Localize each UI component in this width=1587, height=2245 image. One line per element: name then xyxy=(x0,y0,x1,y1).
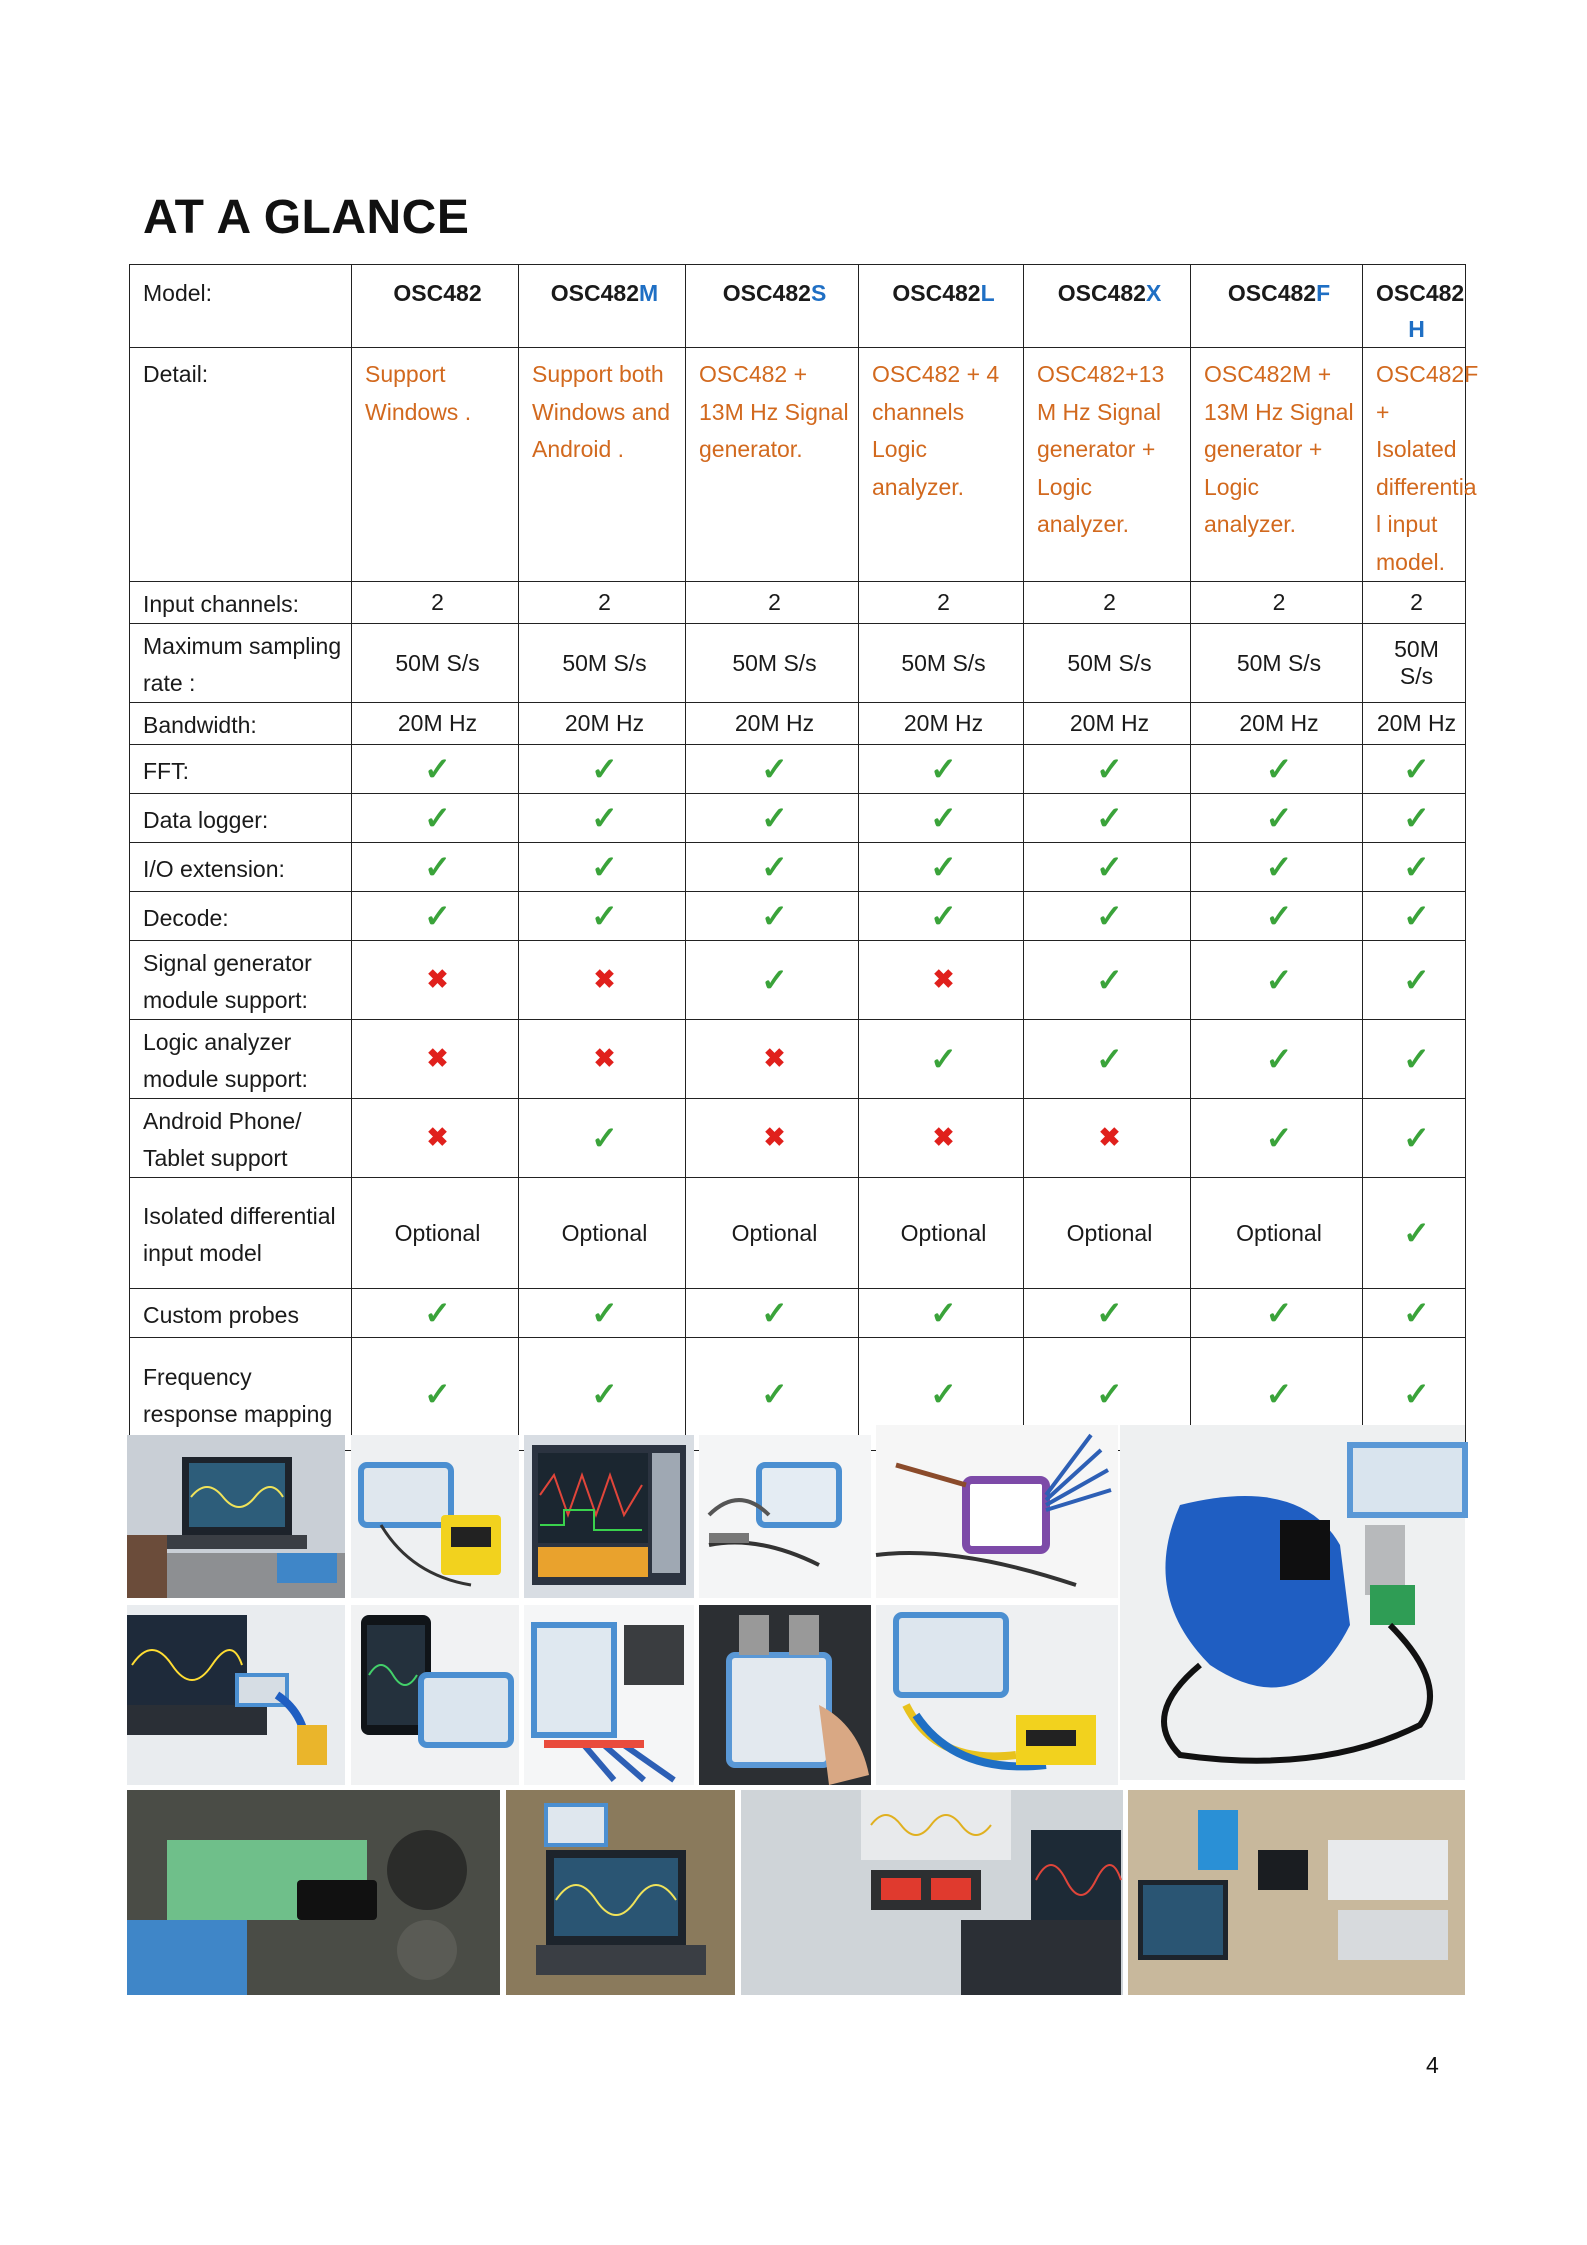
feature-value: 50M S/s xyxy=(1394,636,1439,689)
feature-cell xyxy=(1191,892,1363,941)
feature-cell xyxy=(519,1338,686,1451)
check-icon: ✓ xyxy=(761,848,788,885)
feature-cell xyxy=(1363,941,1466,1020)
feature-cell xyxy=(686,703,859,745)
detail-cell: OSC482M + 13M Hz Signal generator + Logic analyzer. xyxy=(1191,348,1363,582)
feature-value: Optional xyxy=(731,1219,818,1246)
feature-cell xyxy=(1191,843,1363,892)
feature-value: 50M S/s xyxy=(732,649,817,676)
check-icon: ✓ xyxy=(930,750,957,787)
check-icon: ✓ xyxy=(930,1040,957,1077)
feature-cell xyxy=(1191,1289,1363,1338)
feature-value: 2 xyxy=(1410,589,1423,615)
hand-holding-device-photo xyxy=(699,1605,871,1785)
feature-cell xyxy=(352,1099,519,1178)
feature-cell xyxy=(859,1020,1024,1099)
feature-cell xyxy=(1024,1289,1191,1338)
check-icon: ✓ xyxy=(761,1375,788,1412)
feature-cell xyxy=(519,843,686,892)
check-icon: ✓ xyxy=(1096,1375,1123,1412)
feature-cell xyxy=(1363,892,1466,941)
check-icon: ✓ xyxy=(761,961,788,998)
detail-cell: Support Windows . xyxy=(352,348,519,582)
feature-cell xyxy=(859,703,1024,745)
feature-cell xyxy=(686,1178,859,1289)
feature-cell xyxy=(686,624,859,703)
check-icon: ✓ xyxy=(424,799,451,836)
feature-cell xyxy=(352,794,519,843)
feature-cell xyxy=(1024,1099,1191,1178)
feature-cell xyxy=(1363,843,1466,892)
check-icon: ✓ xyxy=(424,1375,451,1412)
check-icon: ✓ xyxy=(591,897,618,934)
feature-cell xyxy=(1024,843,1191,892)
feature-value: 50M S/s xyxy=(395,649,480,676)
feature-cell xyxy=(686,1289,859,1338)
check-icon: ✓ xyxy=(1403,750,1430,787)
feature-cell xyxy=(1024,703,1191,745)
cross-icon: ✖ xyxy=(426,1043,449,1073)
feature-cell xyxy=(352,703,519,745)
check-icon: ✓ xyxy=(591,1294,618,1331)
feature-cell xyxy=(686,941,859,1020)
detail-row xyxy=(130,348,1466,582)
model-cell xyxy=(352,265,519,348)
model-base: OSC482 xyxy=(722,280,811,306)
feature-label: Signal generator module support: xyxy=(130,941,352,1020)
check-icon: ✓ xyxy=(1403,1294,1430,1331)
feature-cell xyxy=(686,1338,859,1451)
feature-value: Optional xyxy=(394,1219,481,1246)
feature-cell xyxy=(352,1178,519,1289)
feature-value: Optional xyxy=(561,1219,648,1246)
cross-icon: ✖ xyxy=(593,1043,616,1073)
feature-value: 50M S/s xyxy=(1236,649,1322,676)
feature-cell xyxy=(352,1020,519,1099)
feature-cell xyxy=(686,1099,859,1178)
clip-probes-photo xyxy=(876,1605,1118,1785)
feature-cell xyxy=(1363,1099,1466,1178)
feature-row xyxy=(130,843,1466,892)
detail-cell: OSC482F + Isolated differentia l input model. xyxy=(1363,348,1466,582)
feature-value: 2 xyxy=(1272,589,1286,615)
feature-value: 20M Hz xyxy=(1239,710,1319,736)
feature-value: 50M S/s xyxy=(1067,649,1152,676)
feature-label: Input channels: xyxy=(130,582,352,624)
check-icon: ✓ xyxy=(1265,1294,1293,1331)
feature-cell xyxy=(859,624,1024,703)
check-icon: ✓ xyxy=(1403,961,1430,998)
model-base: OSC482 xyxy=(550,280,640,306)
check-icon: ✓ xyxy=(930,897,957,934)
feature-cell xyxy=(859,941,1024,1020)
feature-value: 2 xyxy=(598,589,611,615)
feature-cell xyxy=(1363,745,1466,794)
feature-cell xyxy=(1191,794,1363,843)
check-icon: ✓ xyxy=(591,1375,618,1412)
feature-cell xyxy=(1363,703,1466,745)
cross-icon: ✖ xyxy=(763,1122,786,1152)
feature-cell xyxy=(859,745,1024,794)
feature-cell xyxy=(859,892,1024,941)
feature-value: 20M Hz xyxy=(564,710,645,736)
feature-cell xyxy=(686,843,859,892)
model-suffix: H xyxy=(1408,316,1425,342)
feature-cell xyxy=(1191,582,1363,624)
check-icon: ✓ xyxy=(930,848,957,885)
feature-cell xyxy=(1363,1020,1466,1099)
feature-cell xyxy=(686,745,859,794)
cross-icon: ✖ xyxy=(426,1122,449,1152)
feature-cell xyxy=(519,1020,686,1099)
model-cell xyxy=(1024,265,1191,348)
check-icon: ✓ xyxy=(1403,1119,1430,1156)
feature-cell xyxy=(1024,582,1191,624)
device-and-current-clamp-photo xyxy=(351,1435,519,1598)
feature-cell xyxy=(1363,624,1466,703)
logic-analyzer-leads-photo xyxy=(876,1425,1118,1598)
feature-cell xyxy=(1024,1020,1191,1099)
check-icon: ✓ xyxy=(1096,1040,1123,1077)
phone-app-photo xyxy=(351,1605,519,1785)
feature-value: 20M Hz xyxy=(1376,710,1457,736)
feature-label: Isolated differential input model xyxy=(130,1178,352,1289)
model-base: OSC482 xyxy=(393,280,482,306)
check-icon: ✓ xyxy=(1403,1375,1430,1412)
feature-label: I/O extension: xyxy=(130,843,352,892)
check-icon: ✓ xyxy=(1265,848,1293,885)
feature-cell xyxy=(1191,941,1363,1020)
check-icon: ✓ xyxy=(930,1294,957,1331)
check-icon: ✓ xyxy=(1096,848,1123,885)
check-icon: ✓ xyxy=(1265,1040,1293,1077)
feature-value: Optional xyxy=(1066,1219,1153,1246)
feature-cell xyxy=(1191,1178,1363,1289)
model-suffix: S xyxy=(810,280,827,306)
feature-value: 2 xyxy=(431,589,444,615)
feature-cell xyxy=(1191,703,1363,745)
check-icon: ✓ xyxy=(591,750,618,787)
model-cell xyxy=(1363,265,1466,348)
feature-cell xyxy=(1191,624,1363,703)
feature-cell xyxy=(519,624,686,703)
detail-cell: OSC482 + 4 channels Logic analyzer. xyxy=(859,348,1024,582)
model-base: OSC482 xyxy=(1227,280,1317,306)
cross-icon: ✖ xyxy=(1098,1122,1121,1152)
feature-cell xyxy=(519,1099,686,1178)
feature-value: 2 xyxy=(937,589,950,615)
feature-label: Android Phone/ Tablet support xyxy=(130,1099,352,1178)
check-icon: ✓ xyxy=(1096,750,1123,787)
feature-cell xyxy=(1024,892,1191,941)
check-icon: ✓ xyxy=(1096,961,1123,998)
detail-cell: OSC482+13 M Hz Signal generator + Logic analyzer. xyxy=(1024,348,1191,582)
model-suffix: X xyxy=(1145,280,1162,306)
check-icon: ✓ xyxy=(761,897,788,934)
feature-label: FFT: xyxy=(130,745,352,794)
feature-cell xyxy=(1191,1020,1363,1099)
feature-label: Decode: xyxy=(130,892,352,941)
feature-value: 20M Hz xyxy=(397,710,478,736)
check-icon: ✓ xyxy=(1265,799,1293,836)
check-icon: ✓ xyxy=(1096,897,1123,934)
check-icon: ✓ xyxy=(1096,1294,1123,1331)
check-icon: ✓ xyxy=(591,799,618,836)
feature-value: Optional xyxy=(1236,1219,1322,1246)
feature-label: Maximum sampling rate : xyxy=(130,624,352,703)
model-cell xyxy=(686,265,859,348)
feature-cell xyxy=(352,1338,519,1451)
model-base: OSC482 xyxy=(1376,280,1465,306)
feature-value: 50M S/s xyxy=(562,649,647,676)
detail-cell: Support both Windows and Android . xyxy=(519,348,686,582)
check-icon: ✓ xyxy=(1403,897,1430,934)
feature-cell xyxy=(519,1289,686,1338)
lab-laptop-photo xyxy=(506,1790,735,1995)
check-icon: ✓ xyxy=(1265,897,1293,934)
feature-value: Optional xyxy=(900,1219,987,1246)
feature-value: 2 xyxy=(768,589,781,615)
cross-icon: ✖ xyxy=(593,964,616,994)
feature-cell xyxy=(686,892,859,941)
feature-cell xyxy=(1024,794,1191,843)
check-icon: ✓ xyxy=(591,848,618,885)
check-icon: ✓ xyxy=(930,1375,957,1412)
model-base: OSC482 xyxy=(892,280,981,306)
feature-cell xyxy=(1363,794,1466,843)
feature-label: Data logger: xyxy=(130,794,352,843)
check-icon: ✓ xyxy=(424,750,451,787)
software-screenshot-photo xyxy=(524,1435,694,1598)
feature-cell xyxy=(859,1289,1024,1338)
feature-cell xyxy=(519,703,686,745)
feature-row xyxy=(130,1178,1466,1289)
feature-cell xyxy=(352,1289,519,1338)
feature-cell xyxy=(519,941,686,1020)
feature-cell xyxy=(859,1178,1024,1289)
detail-cell: OSC482 + 13M Hz Signal generator. xyxy=(686,348,859,582)
model-row xyxy=(130,265,1466,348)
feature-cell xyxy=(352,745,519,794)
check-icon: ✓ xyxy=(1403,1214,1430,1251)
cross-icon: ✖ xyxy=(426,964,449,994)
check-icon: ✓ xyxy=(930,799,957,836)
feature-cell xyxy=(352,941,519,1020)
feature-row xyxy=(130,582,1466,624)
laptop-measurement-photo xyxy=(127,1605,345,1785)
feature-cell xyxy=(1024,745,1191,794)
feature-cell xyxy=(1363,1178,1466,1289)
feature-label: Frequency response mapping xyxy=(130,1338,352,1451)
current-clamp-sensor-photo xyxy=(1120,1425,1465,1780)
feature-value: 2 xyxy=(1103,589,1116,615)
check-icon: ✓ xyxy=(1265,961,1293,998)
check-icon: ✓ xyxy=(1265,750,1293,787)
device-with-probes-photo xyxy=(699,1435,871,1598)
model-suffix: M xyxy=(639,280,659,306)
feature-row xyxy=(130,624,1466,703)
model-suffix: L xyxy=(980,280,995,306)
check-icon: ✓ xyxy=(1403,848,1430,885)
model-suffix: F xyxy=(1316,280,1331,306)
feature-row xyxy=(130,745,1466,794)
feature-value: 20M Hz xyxy=(903,710,984,736)
feature-cell xyxy=(1363,1289,1466,1338)
feature-row xyxy=(130,1289,1466,1338)
spec-table xyxy=(129,264,1479,1451)
feature-label: Bandwidth: xyxy=(130,703,352,745)
feature-cell xyxy=(859,1099,1024,1178)
feature-cell xyxy=(686,794,859,843)
feature-label: Logic analyzer module support: xyxy=(130,1020,352,1099)
feature-cell xyxy=(686,582,859,624)
check-icon: ✓ xyxy=(761,750,788,787)
feature-value: 50M S/s xyxy=(901,649,986,676)
detail-label: Detail: xyxy=(130,348,352,582)
feature-cell xyxy=(519,892,686,941)
check-icon: ✓ xyxy=(424,897,451,934)
feature-cell xyxy=(519,794,686,843)
cross-icon: ✖ xyxy=(763,1043,786,1073)
laptop-with-oscilloscope-photo xyxy=(127,1435,345,1598)
feature-cell xyxy=(352,843,519,892)
model-cell xyxy=(519,265,686,348)
check-icon: ✓ xyxy=(1265,1119,1293,1156)
feature-cell xyxy=(352,582,519,624)
tablet-lab-photo xyxy=(1128,1790,1465,1995)
model-cell xyxy=(859,265,1024,348)
model-base: OSC482 xyxy=(1057,280,1146,306)
feature-value: 20M Hz xyxy=(1069,710,1150,736)
feature-row xyxy=(130,703,1466,745)
feature-cell xyxy=(519,745,686,794)
check-icon: ✓ xyxy=(761,799,788,836)
model-label: Model: xyxy=(130,265,352,348)
model-cell xyxy=(1191,265,1363,348)
feature-cell xyxy=(859,582,1024,624)
feature-cell xyxy=(1191,745,1363,794)
feature-row xyxy=(130,892,1466,941)
check-icon: ✓ xyxy=(1403,1040,1430,1077)
cross-icon: ✖ xyxy=(932,1122,955,1152)
feature-row xyxy=(130,941,1466,1020)
feature-cell xyxy=(519,1178,686,1289)
feature-cell xyxy=(1191,1099,1363,1178)
feature-row xyxy=(130,1020,1466,1099)
feature-cell xyxy=(859,794,1024,843)
feature-label: Custom probes xyxy=(130,1289,352,1338)
feature-value: 20M Hz xyxy=(734,710,815,736)
car-engine-test-photo xyxy=(127,1790,500,1995)
check-icon: ✓ xyxy=(424,848,451,885)
feature-cell xyxy=(859,843,1024,892)
check-icon: ✓ xyxy=(1096,799,1123,836)
module-with-leads-photo xyxy=(524,1605,694,1785)
bench-power-supply-photo xyxy=(741,1790,1123,1995)
check-icon: ✓ xyxy=(591,1119,618,1156)
feature-cell xyxy=(519,582,686,624)
feature-cell xyxy=(352,624,519,703)
feature-cell xyxy=(1024,941,1191,1020)
feature-cell xyxy=(1024,1178,1191,1289)
page-title: AT A GLANCE xyxy=(143,191,470,244)
check-icon: ✓ xyxy=(761,1294,788,1331)
cross-icon: ✖ xyxy=(932,964,955,994)
check-icon: ✓ xyxy=(424,1294,451,1331)
feature-row xyxy=(130,1099,1466,1178)
feature-cell xyxy=(686,1020,859,1099)
feature-cell xyxy=(1363,582,1466,624)
feature-cell xyxy=(1024,624,1191,703)
check-icon: ✓ xyxy=(1265,1375,1293,1412)
check-icon: ✓ xyxy=(1403,799,1430,836)
page-number: 4 xyxy=(1426,2052,1439,2078)
feature-row xyxy=(130,794,1466,843)
feature-cell xyxy=(352,892,519,941)
